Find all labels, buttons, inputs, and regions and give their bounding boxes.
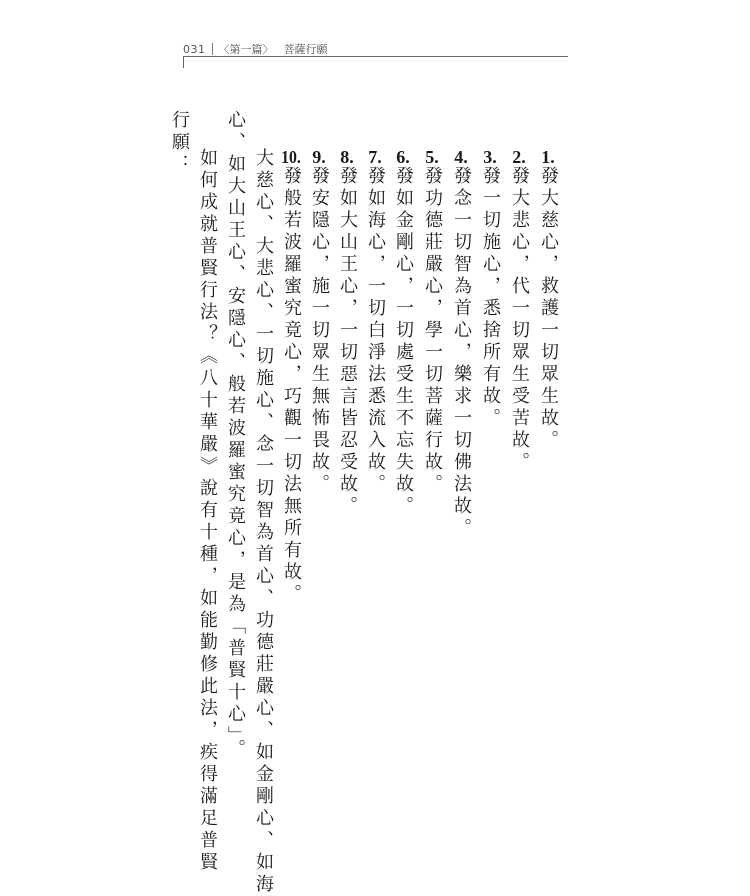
list-text: 發大慈心，救護一切眾生故。 (538, 166, 559, 452)
list-text: 發一切施心，悉捨所有故。 (480, 166, 501, 430)
header-rule-tick (183, 56, 184, 68)
chapter-label: 〈第一篇〉 (218, 43, 274, 56)
list-item (394, 148, 412, 518)
list-number: 5. (425, 148, 439, 166)
summary-line: 大慈心、大悲心、一切施心、念一切智為首心、功德莊嚴心、如金剛心、如海 (253, 148, 274, 896)
list-text: 發大悲心，代一切眾生受苦故。 (509, 166, 530, 474)
list-item (481, 148, 499, 430)
list-item (338, 148, 356, 518)
list-text: 發如大山王心，一切惡言皆忍受故。 (337, 166, 358, 518)
list-number: 8. (340, 148, 354, 166)
summary-line: 心、如大山王心、安隱心、般若波羅蜜究竟心，是為「普賢十心」。 (225, 110, 246, 761)
list-text: 發般若波羅蜜究竟心，巧觀一切法無所有故。 (281, 166, 302, 606)
list-number: 9. (312, 148, 326, 166)
list-item (310, 148, 328, 496)
paragraph-line: 行願： (169, 110, 190, 176)
paragraph-line: 如何成就普賢行法？《八十華嚴》說有十種，如能勤修此法，疾得滿足普賢 (197, 148, 218, 874)
list-text: 發功德莊嚴心，學一切菩薩行故。 (422, 166, 443, 496)
list-number: 6. (396, 148, 410, 166)
section-title: 菩薩行願 (283, 43, 328, 56)
list-item (510, 148, 528, 474)
page-number: 031 (183, 42, 206, 56)
list-number: 1. (541, 148, 555, 166)
list-text: 發安隱心，施一切眾生無怖畏故。 (309, 166, 330, 496)
list-item (282, 148, 300, 606)
header-rule (183, 56, 568, 57)
list-number: 10. (281, 148, 301, 166)
list-item (366, 148, 384, 496)
list-item (539, 148, 557, 452)
list-text: 發如金剛心，一切處受生不忘失故。 (393, 166, 414, 518)
list-number: 7. (368, 148, 382, 166)
list-number: 3. (483, 148, 497, 166)
list-text: 發念一切智為首心，樂求一切佛法故。 (451, 166, 472, 540)
list-text: 發如海心，一切白淨法悉流入故。 (365, 166, 386, 496)
list-item (452, 148, 470, 540)
list-number: 2. (512, 148, 526, 166)
header-divider (212, 43, 213, 55)
list-number: 4. (454, 148, 468, 166)
list-item (423, 148, 441, 496)
running-header (183, 41, 328, 57)
